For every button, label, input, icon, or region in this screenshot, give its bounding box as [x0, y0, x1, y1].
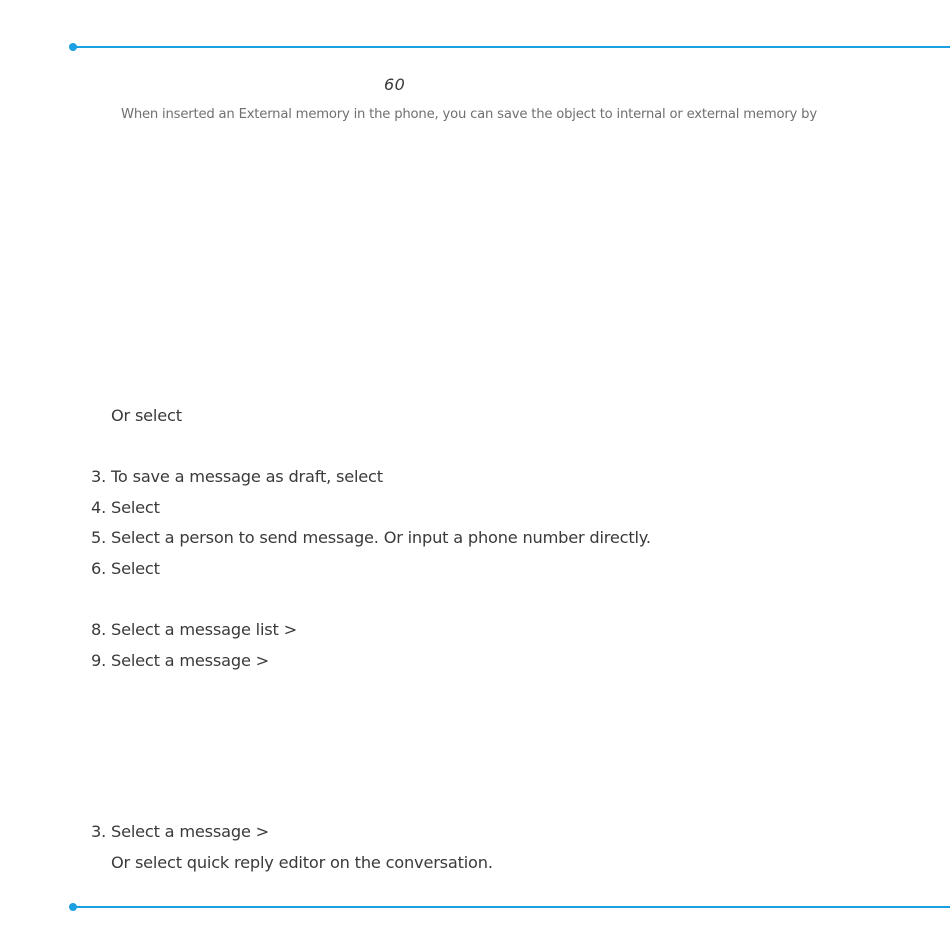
divider-dot-icon — [69, 903, 77, 911]
list-item — [91, 559, 160, 578]
line-text: Or select — [111, 406, 182, 425]
step-number: 3. — [91, 822, 107, 841]
list-item — [91, 498, 160, 517]
list-item — [111, 406, 182, 425]
page-number: 60 — [384, 75, 406, 94]
line-text: Select a message > — [111, 822, 270, 841]
list-item — [91, 467, 383, 486]
step-number: 5. — [91, 528, 107, 547]
step-number: 6. — [91, 559, 107, 578]
list-item — [91, 822, 269, 841]
line-text: Select — [111, 498, 160, 517]
step-number: 8. — [91, 620, 107, 639]
list-item — [91, 528, 651, 547]
note-text: When inserted an External memory in the phone, you can save the object to internal or external memory by — [121, 107, 817, 122]
line-text: Select — [111, 559, 160, 578]
step-number: 4. — [91, 498, 107, 517]
list-item — [91, 651, 269, 670]
divider-dot-icon — [69, 43, 77, 51]
step-number: 3. — [91, 467, 107, 486]
line-text: To save a message as draft, select — [111, 467, 383, 486]
line-text: Select a message list > — [111, 620, 297, 639]
list-item — [91, 620, 297, 639]
top-divider — [73, 46, 950, 48]
step-number: 9. — [91, 651, 107, 670]
bottom-divider — [73, 906, 950, 908]
line-text: Select a message > — [111, 651, 270, 670]
line-text: Or select quick reply editor on the conversation. — [111, 853, 493, 872]
line-text: Select a person to send message. Or input a phone number directly. — [111, 528, 651, 547]
list-item — [111, 853, 493, 872]
